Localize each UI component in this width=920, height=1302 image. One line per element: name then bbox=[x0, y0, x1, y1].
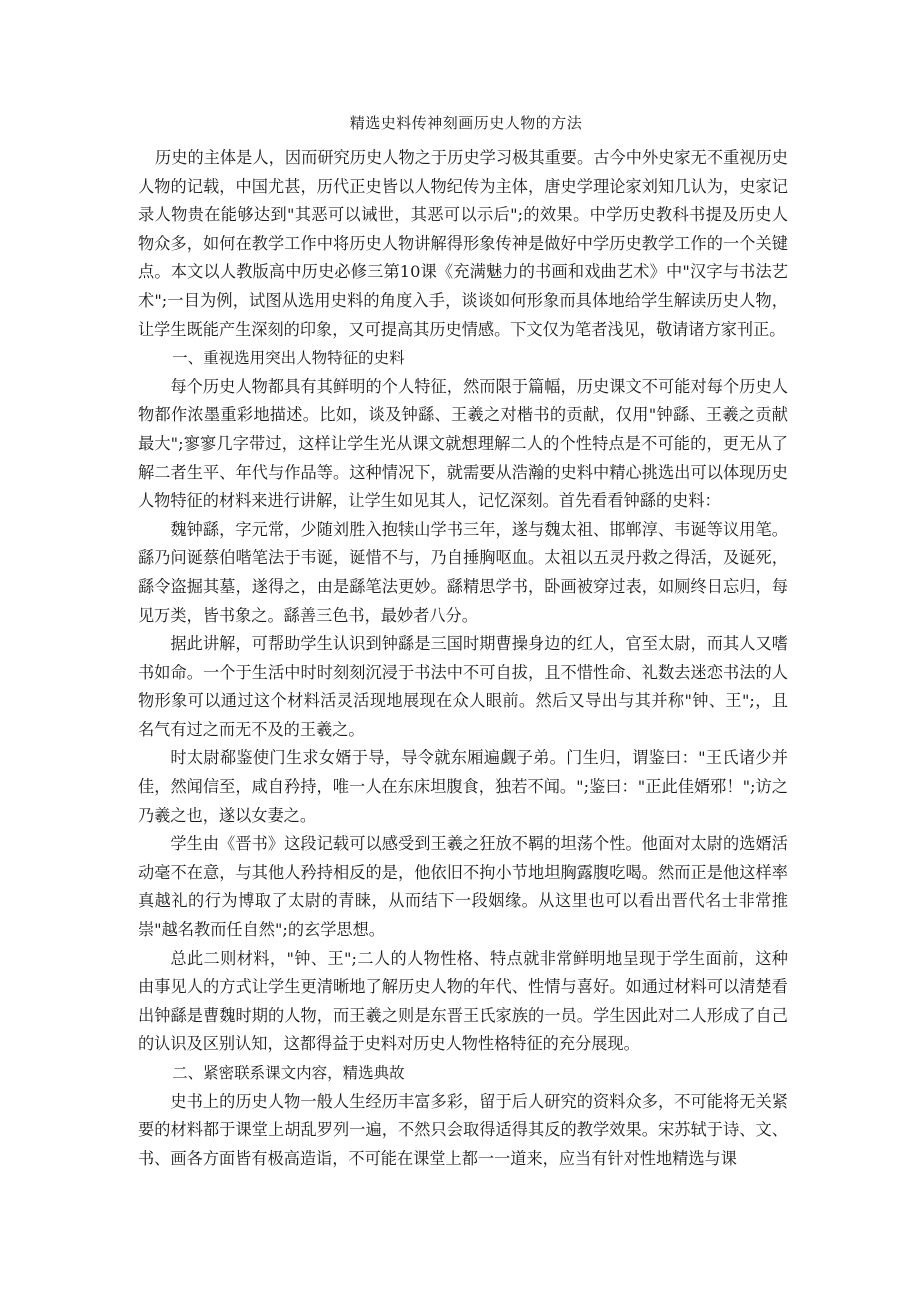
body-paragraph: 学生由《晋书》这段记载可以感受到王羲之狂放不羁的坦荡个性。他面对太尉的选婿活动毫不在意，与其他人矜持相反的是，他依旧不拘小节地坦胸露腹吃喝。然而正是他这样率真越礼的行为博取了太尉的青睐，从而结下一段姻缘。从这里也可以看出晋代名士非常推崇"越名教而任自然";的玄学思想。 bbox=[138, 834, 788, 940]
document-title: 精选史料传神刻画历史人物的方法 bbox=[349, 114, 583, 132]
body-paragraph: 据此讲解，可帮助学生认识到钟繇是三国时期曹操身边的红人，官至太尉，而其人又嗜书如命。一个于生活中时时刻刻沉浸于书法中不可自拔，且不惜性命、礼数去迷恋书法的人物形象可以通过这个材料活灵活现地展现在众人眼前。然后又导出与其并称"钟、王";，且名气有过之而无不及的王羲之。 bbox=[138, 634, 788, 739]
section-heading-1: 一、重视选用突出人物特征的史料 bbox=[172, 349, 405, 368]
body-paragraph: 每个历史人物都具有其鲜明的个人特征，然而限于篇幅，历史课文不可能对每个历史人物都作浓墨重彩地描述。比如，谈及钟繇、王羲之对楷书的贡献，仅用"钟繇、王羲之贡献最大";寥寥几字带过，这样让学生光从课文就想理解二人的个性特点是不可能的，更无从了解二者生平、年代与作品等。这种情况下，就需要从浩瀚的史料中精心挑选出可以体现历史人物特征的材料来进行讲解，让学生如见其人，记忆深刻。首先看看钟繇的史料： bbox=[138, 376, 788, 511]
intro-paragraph: 历史的主体是人，因而研究历史人物之于历史学习极其重要。古今中外史家无不重视历史人物的记载，中国尤甚，历代正史皆以人物纪传为主体，唐史学理论家刘知几认为，史家记录人物贵在能够达到"其恶可以诫世，其恶可以示后";的效果。中学历史教科书提及历史人物众多，如何在教学工作中将历史人物讲解得形象传神是做好中学历史教学工作的一个关键点。本文以人教版高中历史必修三第10课《充满魅力的书画和戏曲艺术》中"汉字与书法艺术";一目为例，试图从选用史料的角度入手，谈谈如何形象而具体地给学生解读历史人物，让学生既能产生深刻的印象，又可提高其历史情感。下文仅为笔者浅见，敬请诸方家刊正。 bbox=[138, 148, 788, 339]
quote-paragraph-zhong-yao: 魏钟繇，字元常，少随刘胜入抱犊山学书三年，遂与魏太祖、邯郸淳、韦诞等议用笔。繇乃问诞蔡伯喈笔法于韦诞，诞惜不与，乃自捶胸呕血。太祖以五灵丹救之得活，及诞死，繇令盗掘其墓，遂得之，由是繇笔法更妙。繇精思学书，卧画被穿过表，如厕终日忘归，每见万类，皆书象之。繇善三色书，最妙者八分。 bbox=[138, 519, 788, 625]
body-paragraph: 史书上的历史人物一般人生经历丰富多彩，留于后人研究的资料众多，不可能将无关紧要的材料都于课堂上胡乱罗列一遍，不然只会取得适得其反的教学效果。宋苏轼于诗、文、书、画各方面皆有极高造诣，不可能在课堂上都一一道来，应当有针对性地精选与课 bbox=[138, 1091, 788, 1168]
body-paragraph: 总此二则材料，"钟、王";二人的人物性格、特点就非常鲜明地呈现于学生面前，这种由事见人的方式让学生更清晰地了解历史人物的年代、性情与喜好。如通过材料可以清楚看出钟繇是曹魏时期的人物，而王羲之则是东晋王氏家族的一员。学生因此对二人形成了自己的认识及区别认知，这都得益于史料对历史人物性格特征的充分展现。 bbox=[138, 948, 788, 1054]
quote-paragraph-wang-xizhi: 时太尉郗鉴使门生求女婿于导，导令就东厢遍觑子弟。门生归，谓鉴曰："王氏诸少并佳，然闻信至，咸自矜持，唯一人在东床坦腹食，独若不闻。";鉴曰："正此佳婿邪！";访之乃羲之也，遂以女妻之。 bbox=[138, 748, 788, 825]
section-heading-2: 二、紧密联系课文内容，精选典故 bbox=[172, 1064, 405, 1082]
